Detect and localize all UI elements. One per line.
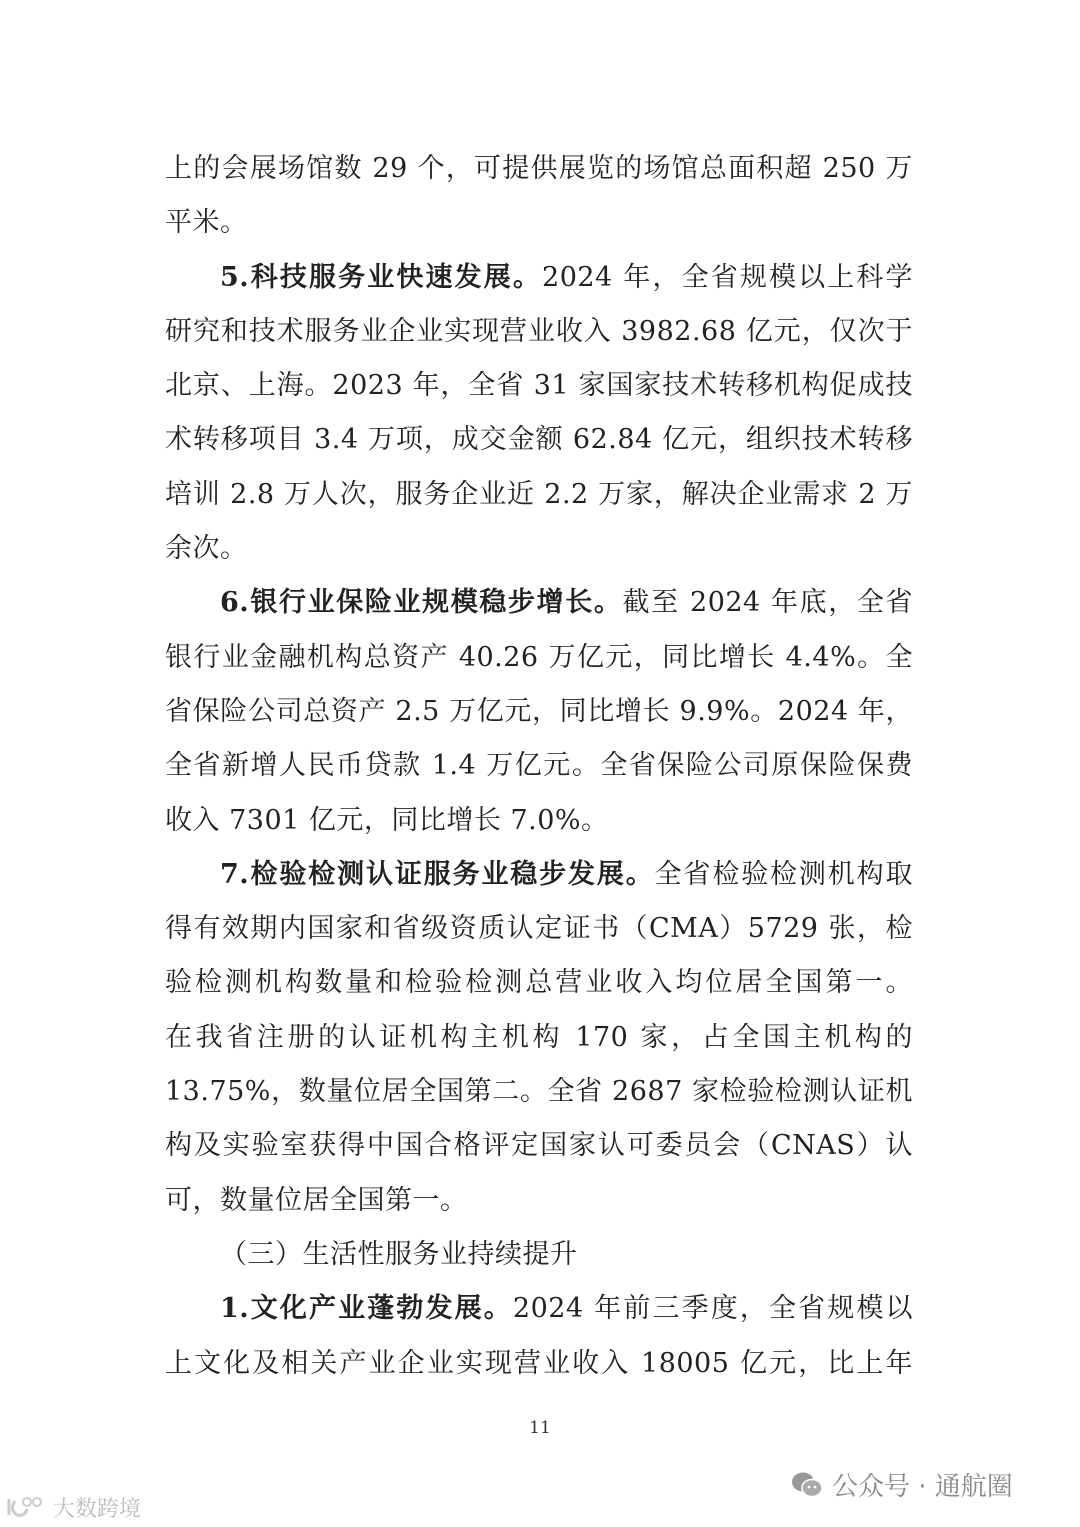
wechat-account-name: 公众号 · 通航圈 (832, 1472, 1013, 1502)
line-text: 收入 7301 亿元，同比增长 7.0%。 (165, 804, 609, 836)
line-text: 北京、上海。2023 年，全省 31 家国家技术转移机构促成技 (165, 370, 913, 402)
line-text: 在我省注册的认证机构主机构 170 家，占全国主机构的 (165, 1021, 913, 1053)
line-text: 全省检验检测机构取 (654, 858, 914, 890)
line-text: 构及实验室获得中国合格评定国家认可委员会（CNAS）认 (165, 1130, 913, 1162)
paragraph-heading-line (165, 251, 913, 305)
line-text: 培训 2.8 万人次，服务企业近 2.2 万家，解决企业需求 2 万 (165, 478, 913, 510)
brand-name: 大数跨境 (53, 1497, 142, 1522)
page-number: 11 (529, 1418, 551, 1438)
line-text: 上文化及相关产业企业实现营业收入 18005 亿元，比上年 (165, 1347, 913, 1379)
paragraph-heading-line (165, 1282, 913, 1336)
text-line (165, 1174, 913, 1228)
line-text: 余次。 (165, 533, 248, 565)
line-text: 可，数量位居全国第一。 (165, 1184, 468, 1216)
text-line (165, 631, 913, 685)
bold-heading: 1.文化产业蓬勃发展。 (220, 1293, 513, 1325)
text-line (165, 794, 913, 848)
text-line (165, 1011, 913, 1065)
bold-heading: 6.银行业保险业规模稳步增长。 (220, 587, 623, 619)
line-text: 得有效期内国家和省级资质认定证书（CMA）5729 张，检 (165, 913, 913, 945)
text-line (165, 468, 913, 522)
line-text: 术转移项目 3.4 万项，成交金额 62.84 亿元，组织技术转移 (165, 424, 913, 456)
paragraph-heading-line (165, 576, 913, 630)
wechat-watermark (790, 1466, 1013, 1503)
text-line (165, 196, 913, 250)
text-line (165, 956, 913, 1010)
wechat-icon (790, 1470, 824, 1500)
bold-heading: 7.检验检测认证服务业稳步发展。 (220, 858, 655, 890)
line-text: 平米。 (165, 207, 248, 239)
text-line (165, 305, 913, 359)
line-text: 研究和技术服务业企业实现营业收入 3982.68 亿元，仅次于 (165, 315, 913, 347)
text-line (165, 1119, 913, 1173)
text-line (165, 1065, 913, 1119)
text-line (165, 359, 913, 413)
brand-watermark (5, 1492, 141, 1523)
text-line (165, 1337, 913, 1391)
text-line (165, 739, 913, 793)
line-text: 省保险公司总资产 2.5 万亿元，同比增长 9.9%。2024 年， (165, 695, 913, 727)
text-line (165, 413, 913, 467)
text-line (165, 522, 913, 576)
paragraph-heading-line (165, 848, 913, 902)
text-line (165, 685, 913, 739)
brand-logo-icon (5, 1495, 47, 1521)
line-text: 截至 2024 年底，全省 (622, 587, 913, 619)
text-line (165, 1228, 913, 1282)
line-text: 2024 年，全省规模以上科学 (542, 261, 914, 293)
text-line (165, 142, 913, 196)
line-text: 银行业金融机构总资产 40.26 万亿元，同比增长 4.4%。全 (165, 641, 913, 673)
line-text: 2024 年前三季度，全省规模以 (512, 1293, 914, 1325)
line-text: 13.75%，数量位居全国第二。全省 2687 家检验检测认证机 (165, 1076, 913, 1108)
line-text: 验检测机构数量和检验检测总营业收入均位居全国第一。 (165, 967, 913, 999)
line-text: 上的会展场馆数 29 个，可提供展览的场馆总面积超 250 万 (165, 153, 913, 184)
line-text: （三）生活性服务业持续提升 (220, 1238, 578, 1270)
document-body (165, 142, 913, 1391)
bold-heading: 5.科技服务业快速发展。 (220, 261, 543, 293)
text-line (165, 902, 913, 956)
line-text: 全省新增人民币贷款 1.4 万亿元。全省保险公司原保险保费 (165, 750, 913, 782)
